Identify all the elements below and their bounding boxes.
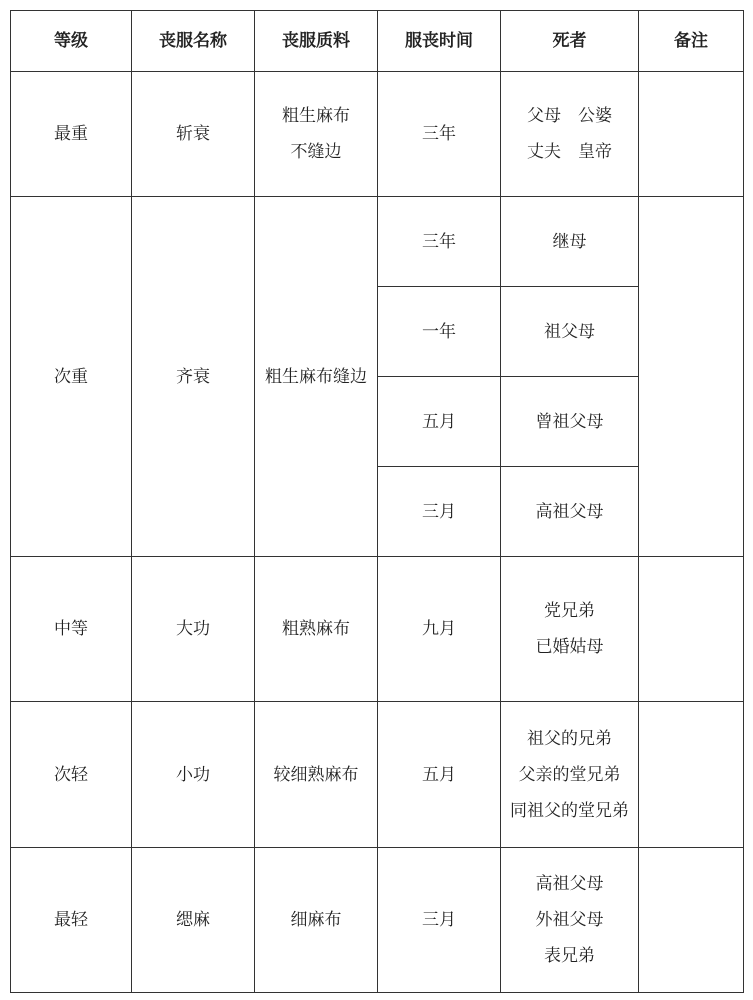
material-line: 粗生麻布 — [282, 106, 350, 126]
cell-deceased — [501, 848, 639, 993]
cell-deceased — [501, 557, 639, 702]
cell-duration: 五月 — [378, 702, 501, 848]
cell-duration: 三年 — [378, 72, 501, 197]
deceased-line: 高祖父母 — [535, 874, 604, 894]
cell-dress-material: 粗生麻布缝边 — [255, 197, 378, 557]
cell-deceased: 高祖父母 — [501, 467, 639, 557]
cell-dress-material: 较细熟麻布 — [255, 702, 378, 848]
table-row — [11, 72, 744, 197]
deceased-line: 祖父的兄弟 — [527, 728, 612, 749]
deceased-line: 同祖父的堂兄弟 — [510, 800, 629, 821]
cell-note — [639, 848, 744, 993]
table-row — [11, 848, 744, 993]
cell-note — [639, 197, 744, 557]
cell-level: 最轻 — [11, 848, 132, 993]
cell-duration: 三年 — [378, 197, 501, 287]
deceased-line: 已婚姑母 — [535, 637, 604, 657]
cell-dress-material: 细麻布 — [255, 848, 378, 993]
cell-note — [639, 557, 744, 702]
cell-dress-name: 小功 — [132, 702, 255, 848]
cell-dress-name: 斩衰 — [132, 72, 255, 197]
cell-level: 中等 — [11, 557, 132, 702]
cell-note — [639, 72, 744, 197]
cell-dress-material — [255, 72, 378, 197]
mourning-dress-table — [10, 10, 744, 993]
header-dress-material: 丧服质料 — [255, 11, 378, 72]
deceased-line: 父母 公婆 — [527, 106, 612, 126]
header-note: 备注 — [639, 11, 744, 72]
cell-level: 次重 — [11, 197, 132, 557]
deceased-line: 党兄弟 — [544, 601, 595, 621]
cell-dress-name: 缌麻 — [132, 848, 255, 993]
deceased-line: 外祖父母 — [535, 910, 604, 930]
deceased-line: 表兄弟 — [544, 946, 595, 966]
deceased-line: 父亲的堂兄弟 — [518, 764, 621, 785]
cell-duration: 九月 — [378, 557, 501, 702]
cell-deceased: 继母 — [501, 197, 639, 287]
cell-deceased: 祖父母 — [501, 287, 639, 377]
cell-duration: 三月 — [378, 848, 501, 993]
cell-note — [639, 702, 744, 848]
cell-level: 最重 — [11, 72, 132, 197]
cell-deceased — [501, 702, 639, 848]
cell-deceased: 曾祖父母 — [501, 377, 639, 467]
header-deceased: 死者 — [501, 11, 639, 72]
header-level: 等级 — [11, 11, 132, 72]
table-row — [11, 702, 744, 848]
cell-duration: 三月 — [378, 467, 501, 557]
table-row — [11, 557, 744, 702]
cell-dress-material: 粗熟麻布 — [255, 557, 378, 702]
table-row — [11, 197, 744, 287]
cell-dress-name: 齐衰 — [132, 197, 255, 557]
deceased-line: 丈夫 皇帝 — [527, 142, 612, 162]
cell-duration: 五月 — [378, 377, 501, 467]
cell-level: 次轻 — [11, 702, 132, 848]
header-row — [11, 11, 744, 72]
cell-deceased — [501, 72, 639, 197]
header-dress-name: 丧服名称 — [132, 11, 255, 72]
header-duration: 服丧时间 — [378, 11, 501, 72]
material-line: 不缝边 — [290, 142, 342, 162]
cell-dress-name: 大功 — [132, 557, 255, 702]
cell-duration: 一年 — [378, 287, 501, 377]
